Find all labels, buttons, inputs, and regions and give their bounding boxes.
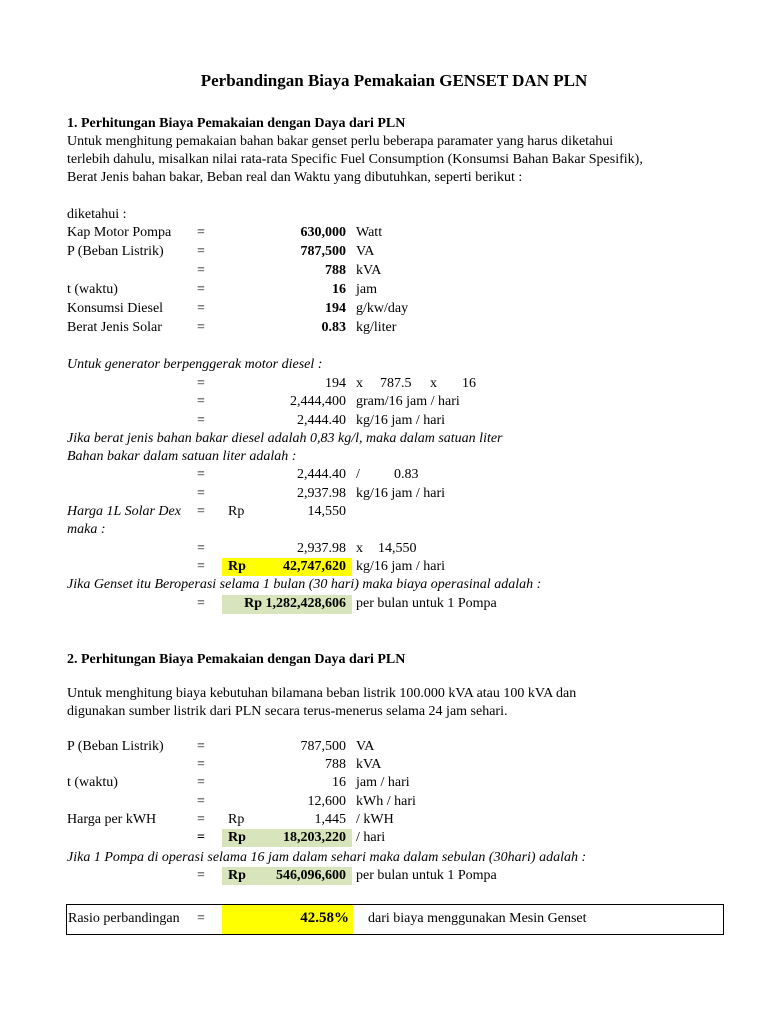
param-unit: VA [356, 244, 375, 259]
param-value: 787,500 [300, 244, 346, 259]
calc-unit: kg/16 jam / hari [356, 559, 446, 574]
note-line: Jika Genset itu Beroperasi selama 1 bulan (30 hari) maka biaya operasinal adalah : [67, 577, 542, 592]
param-unit: kVA [356, 263, 382, 278]
param-unit: Watt [356, 225, 383, 240]
calc-unit: per bulan untuk 1 Pompa [356, 596, 497, 611]
equals-sign: = [197, 775, 205, 790]
row-unit: jam / hari [356, 775, 410, 790]
param-value: 0.83 [321, 320, 346, 335]
row-value: 16 [332, 775, 346, 790]
equals-sign: = [197, 830, 205, 845]
price-label: Harga 1L Solar Dex [67, 504, 181, 519]
calc-operand: 16 [462, 376, 476, 391]
calc-value: 2,444.40 [297, 413, 346, 428]
equals-sign: = [197, 739, 205, 754]
calc-operand: 14,550 [378, 541, 417, 556]
section2-heading: 2. Perhitungan Biaya Pemakaian dengan Daya dari PLN [67, 652, 406, 667]
known-label: diketahui : [67, 207, 127, 222]
page-title: Perbandingan Biaya Pemakaian GENSET DAN PLN [200, 71, 588, 90]
calc-unit: per bulan untuk 1 Pompa [356, 868, 497, 883]
kwh-price-value: 1,445 [314, 812, 346, 827]
row-value: 12,600 [307, 794, 346, 809]
section1-heading: 1. Perhitungan Biaya Pemakaian dengan Daya dari PLN [67, 116, 406, 131]
equals-sign: = [197, 282, 205, 297]
multiply-sign: x [430, 376, 437, 391]
equals-sign: = [197, 559, 205, 574]
price-value: 14,550 [307, 504, 346, 519]
calc-value: 2,444,400 [290, 394, 346, 409]
param-unit: g/kw/day [356, 301, 409, 316]
equals-sign: = [197, 244, 205, 259]
generator-label: Untuk generator berpenggerak motor diesel : [67, 357, 323, 372]
equals-sign: = [197, 911, 205, 926]
equals-sign: = [197, 320, 205, 335]
note-line: Bahan bakar dalam satuan liter adalah : [67, 449, 297, 464]
calc-unit: kg/16 jam / hari [356, 486, 446, 501]
genset-daily-cost: 42,747,620 [283, 559, 346, 574]
ratio-value: 42.58% [300, 910, 349, 926]
equals-sign: = [197, 541, 205, 556]
equals-sign: = [197, 467, 205, 482]
currency-label: Rp [228, 812, 245, 827]
kwh-price-label: Harga per kWH [67, 812, 157, 827]
currency-label: Rp [228, 559, 246, 574]
multiply-sign: x [356, 376, 363, 391]
equals-sign: = [197, 504, 205, 519]
calc-unit: kg/16 jam / hari [356, 413, 446, 428]
section1-intro-line-1: Untuk menghitung pemakaian bahan bakar genset perlu beberapa paramater yang harus diketahui [67, 134, 614, 149]
equals-sign: = [197, 794, 205, 809]
currency-label: Rp [228, 504, 245, 519]
equals-sign: = [197, 486, 205, 501]
row-unit: kWh / hari [356, 794, 416, 809]
row-value: 787,500 [300, 739, 346, 754]
calc-value: 194 [325, 376, 346, 391]
param-value: 194 [325, 301, 346, 316]
calc-unit: gram/16 jam / hari [356, 394, 460, 409]
param-label: P (Beban Listrik) [67, 244, 164, 259]
calc-value: 2,444.40 [297, 467, 346, 482]
equals-sign: = [197, 394, 205, 409]
note-line: Jika berat jenis bahan bakar diesel adalah 0,83 kg/l, maka dalam satuan liter [67, 431, 503, 446]
equals-sign: = [197, 413, 205, 428]
row-unit: kVA [356, 757, 382, 772]
param-label: Konsumsi Diesel [67, 301, 164, 316]
calc-value: 2,937.98 [297, 541, 346, 556]
equals-sign: = [197, 812, 205, 827]
equals-sign: = [197, 757, 205, 772]
param-label: Kap Motor Pompa [67, 225, 172, 240]
note-line: Jika 1 Pompa di operasi selama 16 jam dalam sehari maka dalam sebulan (30hari) adalah : [67, 850, 587, 865]
param-unit: jam [356, 282, 377, 297]
param-unit: kg/liter [356, 320, 397, 335]
calc-operand: 0.83 [394, 467, 419, 482]
calc-unit: / hari [356, 830, 386, 845]
row-label: t (waktu) [67, 775, 118, 790]
genset-monthly-cost: Rp 1,282,428,606 [244, 596, 346, 611]
ratio-text: dari biaya menggunakan Mesin Genset [368, 911, 587, 926]
equals-sign: = [197, 225, 205, 240]
row-label: P (Beban Listrik) [67, 739, 164, 754]
section2-intro-line-2: digunakan sumber listrik dari PLN secara terus-menerus selama 24 jam sehari. [67, 704, 508, 719]
section1-intro-line-3: Berat Jenis bahan bakar, Beban real dan Waktu yang dibutuhkan, seperti berikut : [67, 170, 523, 185]
section1-intro-line-2: terlebih dahulu, misalkan nilai rata-rata Specific Fuel Consumption (Konsumsi Bahan Bakar Spesifik), [67, 152, 643, 167]
multiply-sign: x [356, 541, 363, 556]
equals-sign: = [197, 301, 205, 316]
pln-daily-cost: 18,203,220 [283, 830, 346, 845]
divide-sign: / [356, 467, 360, 482]
calc-value: 2,937.98 [297, 486, 346, 501]
section2-intro-line-1: Untuk menghitung biaya kebutuhan bilamana beban listrik 100.000 kVA atau 100 kVA dan [67, 686, 577, 701]
param-label: t (waktu) [67, 282, 118, 297]
maka-label: maka : [67, 522, 106, 537]
equals-sign: = [197, 376, 205, 391]
param-value: 16 [332, 282, 346, 297]
pln-monthly-cost: 546,096,600 [276, 868, 346, 883]
currency-label: Rp [228, 830, 246, 845]
row-unit: VA [356, 739, 375, 754]
equals-sign: = [197, 263, 205, 278]
row-value: 788 [325, 757, 346, 772]
equals-sign: = [197, 868, 205, 883]
param-value: 788 [325, 263, 346, 278]
calc-operand: 787.5 [380, 376, 412, 391]
param-value: 630,000 [300, 225, 346, 240]
ratio-label: Rasio perbandingan [68, 911, 180, 926]
equals-sign: = [197, 596, 205, 611]
kwh-price-unit: / kWH [356, 812, 394, 827]
currency-label: Rp [228, 868, 246, 883]
param-label: Berat Jenis Solar [67, 320, 162, 335]
